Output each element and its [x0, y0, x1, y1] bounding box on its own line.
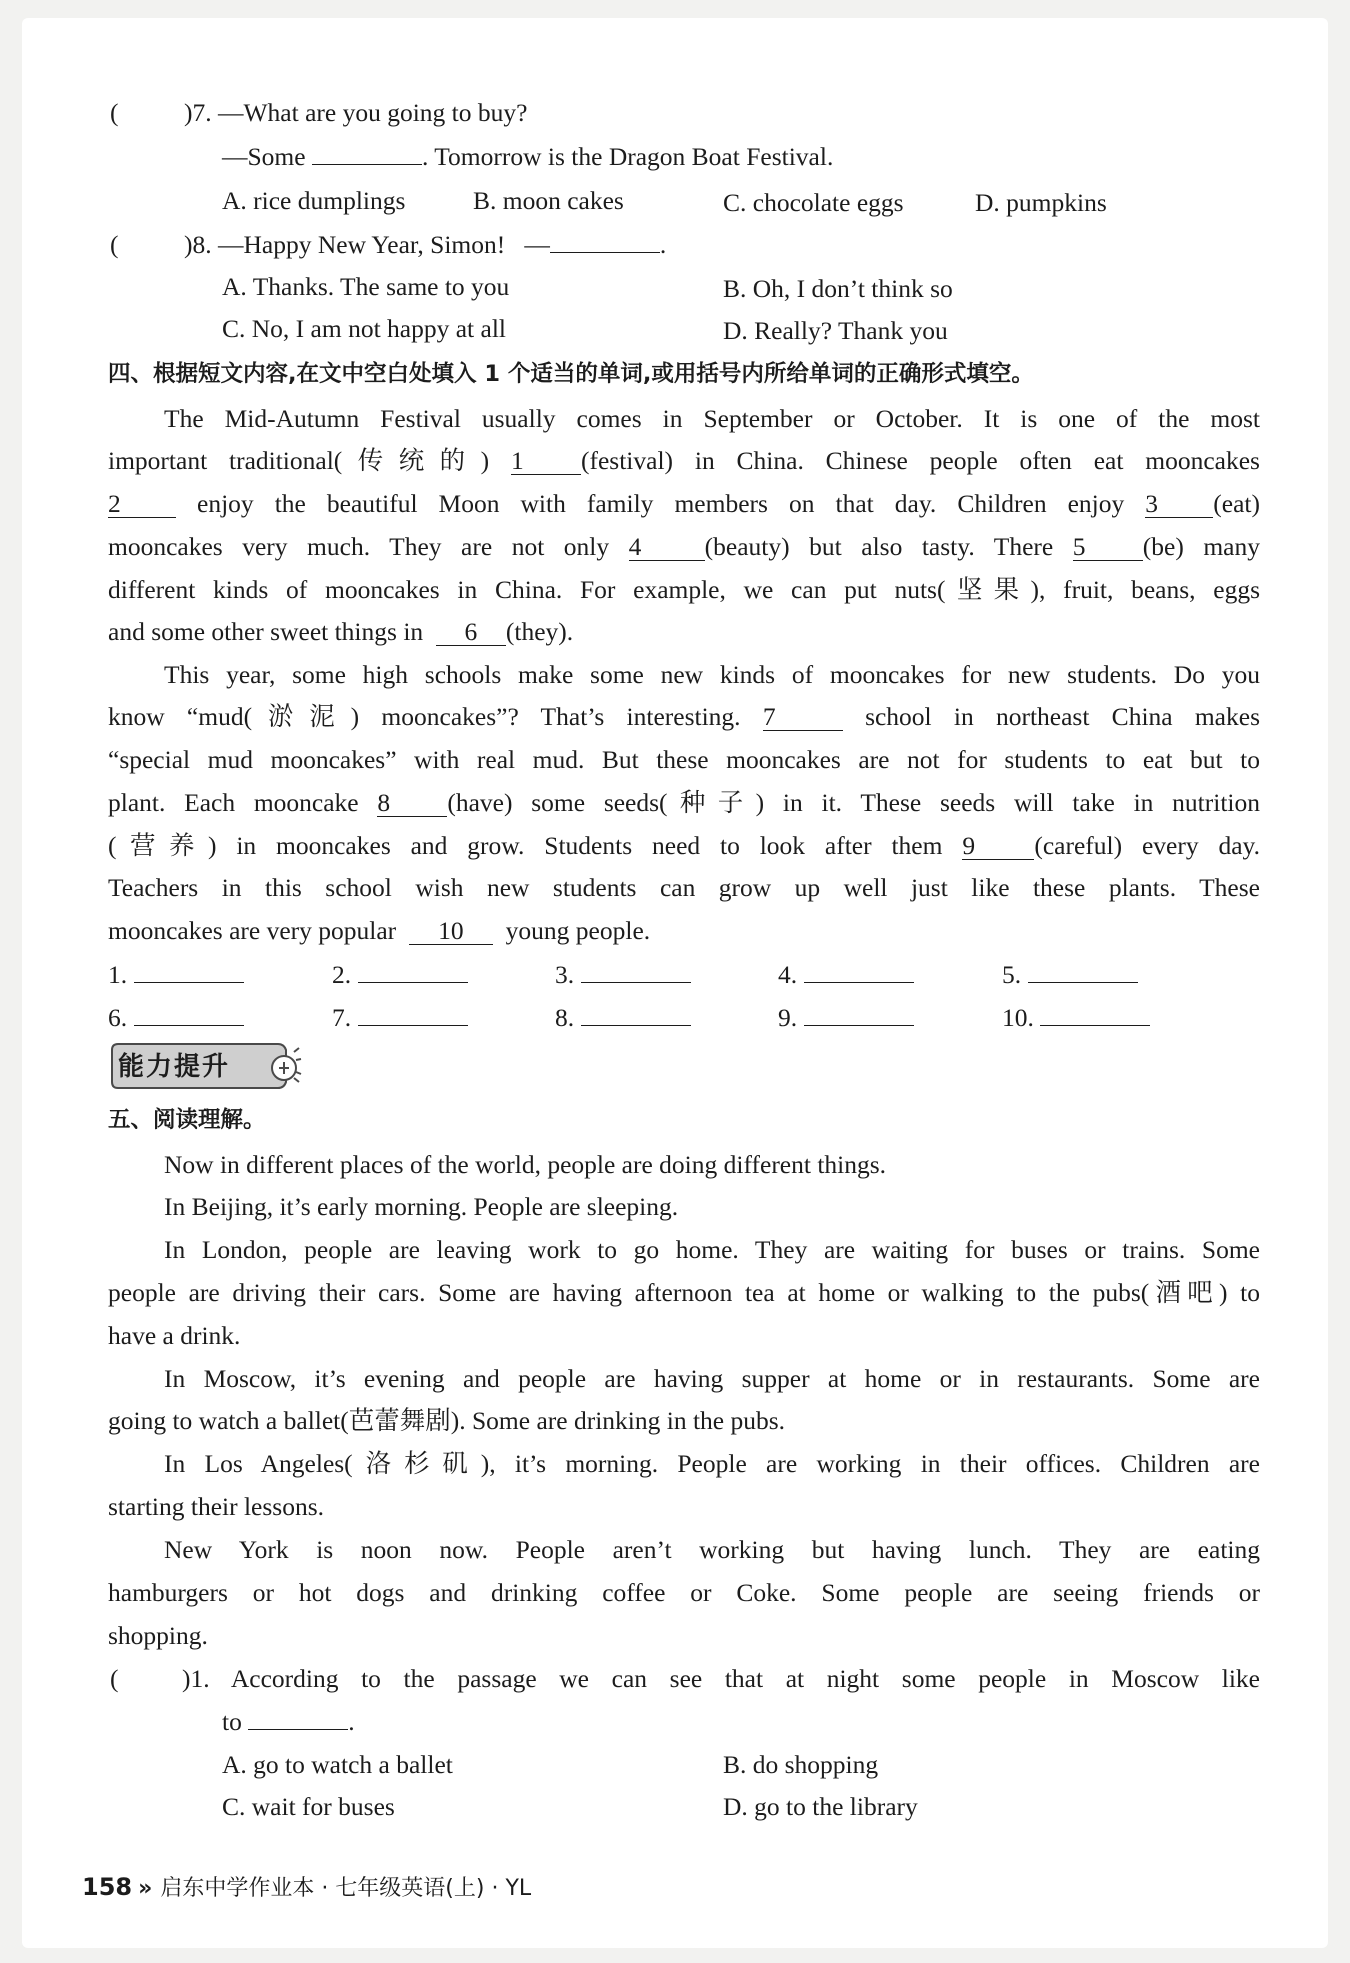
- passage-line-3: 2 enjoy the beautiful Moon with family members on that day. Children enjoy 3 (eat): [108, 489, 1260, 518]
- reading-paragraph-1: Now in different places of the world, people are doing different things.: [164, 1150, 887, 1179]
- section-4-title: 四、根据短文内容,在文中空白处填入 1 个适当的单词,或用括号内所给单词的正确形式填空。: [108, 361, 1034, 387]
- page-footer: [82, 1872, 531, 1904]
- answer-line-6[interactable]: 6.: [108, 1001, 244, 1035]
- page-number: 158: [82, 1873, 133, 1901]
- reading-paragraph-4-line-1: In Moscow, it’s evening and people are having supper at home or in restaurants. Some are: [164, 1364, 1260, 1393]
- reading-paragraph-4-line-2: going to watch a ballet(芭蕾舞剧). Some are drinking in the pubs.: [108, 1406, 786, 1435]
- reading-paragraph-3-line-1: In London, people are leaving work to go home. They are waiting for buses or trains. Some: [164, 1235, 1260, 1264]
- answer-line-7[interactable]: 7.: [332, 1001, 468, 1035]
- reading-question-1-option-b: B. do shopping: [723, 1750, 879, 1779]
- passage-line-10: plant. Each mooncake 8 (have) some seeds(种子) in it. These seeds will take in nutrition: [108, 788, 1260, 817]
- question-8-option-b: B. Oh, I don’t think so: [723, 274, 953, 303]
- answer-line-2[interactable]: 2.: [332, 958, 468, 992]
- answer-line-3[interactable]: 3.: [555, 958, 691, 992]
- reading-question-1-stem: ( )1. According to the passage we can see that at night some people in Moscow like: [110, 1664, 1260, 1693]
- blank-1: 1: [511, 448, 581, 475]
- passage-line-2: important traditional(传统的) 1 (festival) in China. Chinese people often eat mooncakes: [108, 446, 1260, 475]
- passage-line-11: (营养) in mooncakes and grow. Students need to look after them 9 (careful) every day.: [108, 831, 1260, 860]
- passage-line-12: Teachers in this school wish new students can grow up well just like these plants. These: [108, 873, 1260, 902]
- reading-paragraph-5-line-2: starting their lessons.: [108, 1492, 325, 1521]
- blank-7: 7: [763, 704, 843, 731]
- reading-paragraph-2: In Beijing, it’s early morning. People are sleeping.: [164, 1192, 679, 1221]
- blank-5: 5: [1073, 534, 1143, 561]
- answer-line-4[interactable]: 4.: [778, 958, 914, 992]
- passage-line-1: The Mid-Autumn Festival usually comes in September or October. It is one of the most: [164, 404, 1260, 433]
- banner-label: 能力提升: [118, 1052, 231, 1082]
- passage-line-6: and some other sweet things in 6 (they).: [108, 617, 574, 646]
- reading-paragraph-3-line-2: people are driving their cars. Some are having afternoon tea at home or walking to the pubs(酒吧) to: [108, 1278, 1260, 1307]
- question-8-stem: ( )8. —Happy New Year, Simon! — .: [110, 230, 667, 259]
- blank-6: 6: [436, 619, 506, 646]
- reading-question-1-option-a: A. go to watch a ballet: [222, 1750, 453, 1779]
- blank-8: 8: [377, 790, 447, 817]
- section-5-title: 五、阅读理解。: [108, 1107, 266, 1133]
- passage-line-7: This year, some high schools make some new kinds of mooncakes for new students. Do you: [164, 660, 1260, 689]
- passage-line-9: “special mud mooncakes” with real mud. But these mooncakes are not for students to eat but to: [108, 745, 1260, 774]
- reading-paragraph-6-line-3: shopping.: [108, 1621, 208, 1650]
- question-7-stem: ( )7. —What are you going to buy?: [110, 98, 528, 127]
- answer-line-8[interactable]: 8.: [555, 1001, 691, 1035]
- answer-line-1[interactable]: 1.: [108, 958, 244, 992]
- passage-line-13: mooncakes are very popular 10 young people.: [108, 916, 651, 945]
- book-title: 启东中学作业本 · 七年级英语(上) · YL: [160, 1876, 532, 1901]
- reading-paragraph-6-line-2: hamburgers or hot dogs and drinking coffee or Coke. Some people are seeing friends or: [108, 1578, 1260, 1607]
- question-7-option-b: B. moon cakes: [473, 186, 624, 215]
- passage-line-5: different kinds of mooncakes in China. For example, we can put nuts(坚果), fruit, beans, eggs: [108, 575, 1260, 604]
- reading-paragraph-3-line-3: have a drink.: [108, 1321, 241, 1350]
- passage-line-4: mooncakes very much. They are not only 4 (beauty) but also tasty. There 5 (be) many: [108, 532, 1260, 561]
- blank-4: 4: [629, 534, 705, 561]
- reading-question-1-option-c: C. wait for buses: [222, 1792, 395, 1821]
- question-7-option-c: C. chocolate eggs: [723, 188, 904, 217]
- passage-line-8: know “mud(淤泥) mooncakes”? That’s interesting. 7 school in northeast China makes: [108, 702, 1260, 731]
- blank-9: 9: [962, 833, 1034, 860]
- question-7-reply: —Some . Tomorrow is the Dragon Boat Festival.: [222, 142, 834, 171]
- reading-paragraph-5-line-1: In Los Angeles(洛杉矶), it’s morning. People are working in their offices. Children are: [164, 1449, 1260, 1478]
- question-8-option-d: D. Really? Thank you: [723, 316, 948, 345]
- ability-banner: [108, 1040, 302, 1092]
- reading-paragraph-6-line-1: New York is noon now. People aren’t working but having lunch. They are eating: [164, 1535, 1260, 1564]
- reading-question-1-stem-2: to .: [222, 1707, 355, 1736]
- question-8-option-c: C. No, I am not happy at all: [222, 314, 506, 343]
- answer-line-9[interactable]: 9.: [778, 1001, 914, 1035]
- blank-3: 3: [1145, 491, 1213, 518]
- question-7-option-a: A. rice dumplings: [222, 186, 406, 215]
- blank-10: 10: [409, 918, 493, 945]
- answer-line-5[interactable]: 5.: [1002, 958, 1138, 992]
- double-chevron-icon: »: [138, 1876, 153, 1901]
- blank-2: 2: [108, 491, 176, 518]
- question-8-option-a: A. Thanks. The same to you: [222, 272, 510, 301]
- answer-line-10[interactable]: 10.: [1002, 1001, 1150, 1035]
- reading-question-1-option-d: D. go to the library: [723, 1792, 918, 1821]
- question-7-option-d: D. pumpkins: [975, 188, 1107, 217]
